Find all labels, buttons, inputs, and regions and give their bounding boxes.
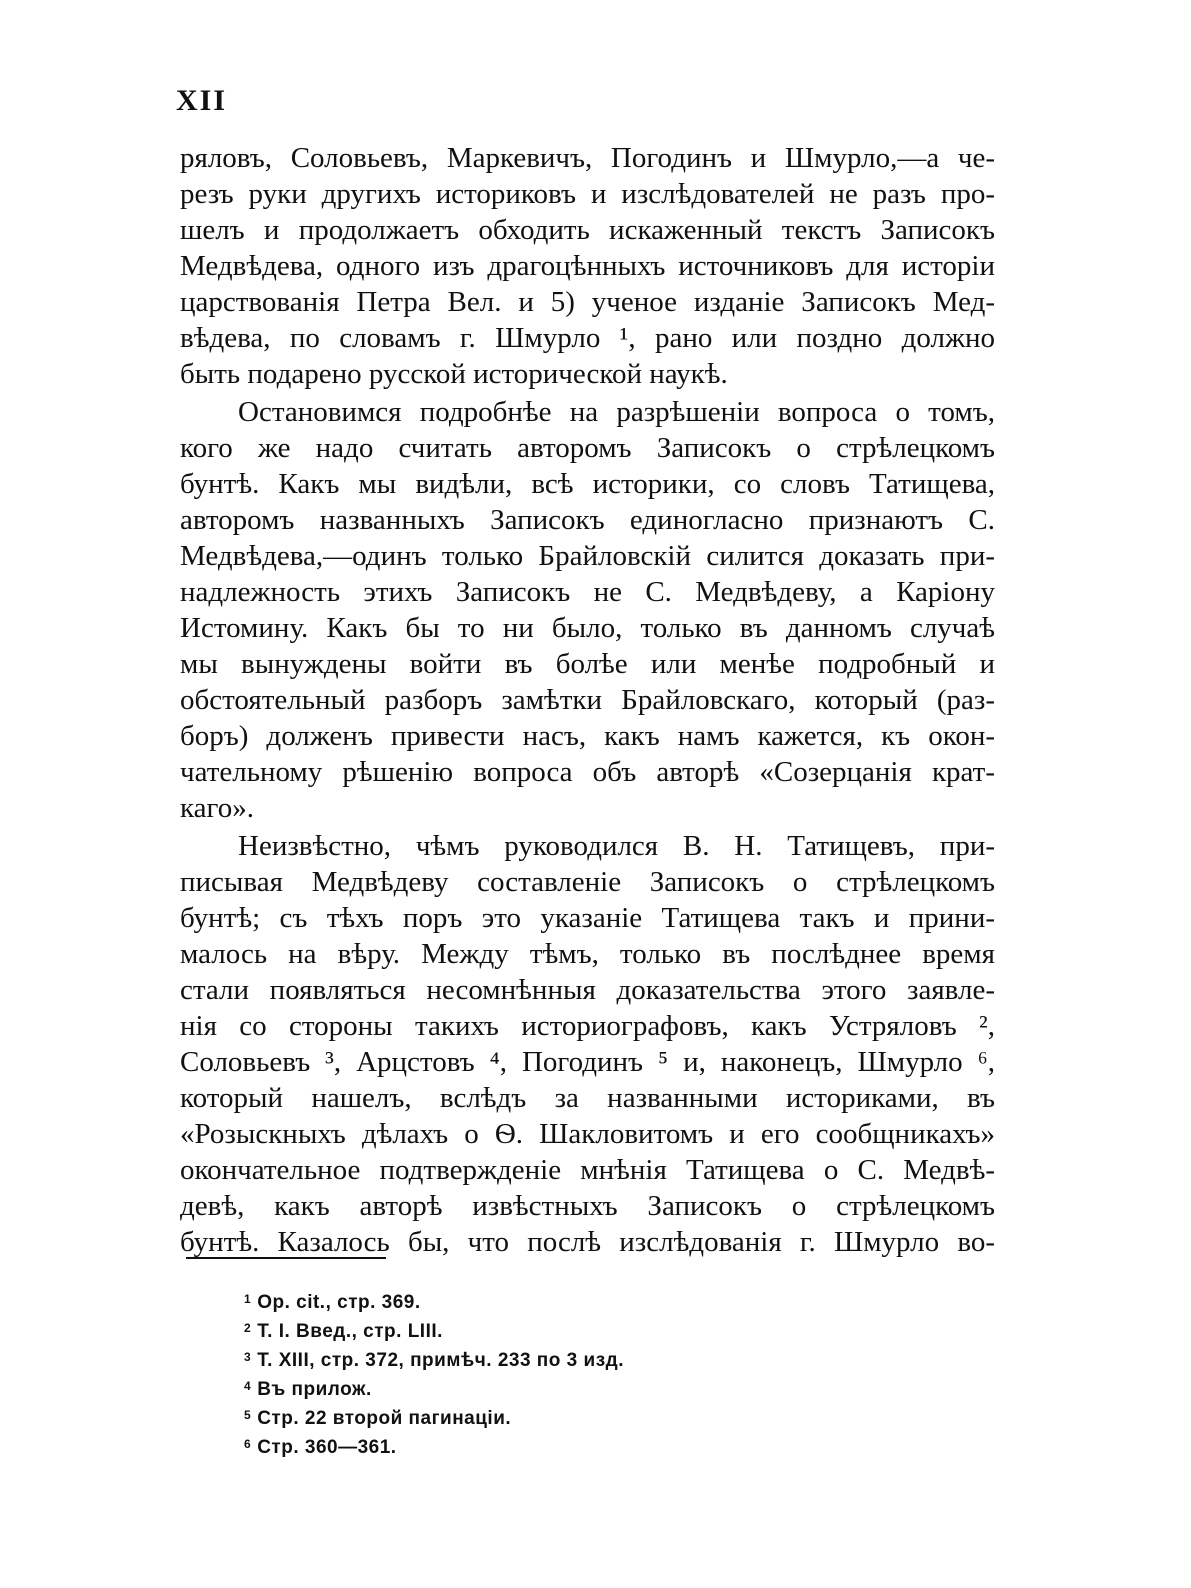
footnote — [244, 1373, 372, 1399]
text-line: быть подарено русской исторической наукѣ. — [180, 358, 728, 390]
footnote-text: Стр. 22 второй пагинаціи. — [257, 1408, 512, 1429]
footnote-divider — [186, 1257, 386, 1259]
text-line: авторомъ названныхъ Записокъ единогласно признаютъ С. — [180, 504, 995, 536]
footnote — [244, 1431, 397, 1457]
text-line: окончательное подтвержденіе мнѣнія Татищева о С. Медвѣ- — [180, 1154, 995, 1186]
text-line: который нашелъ, вслѣдъ за названными историками, въ — [180, 1082, 995, 1114]
footnote-text: Въ прилож. — [257, 1379, 372, 1400]
footnote-mark: 4 — [244, 1379, 252, 1393]
text-line: чательному рѣшенію вопроса объ авторѣ «Созерцанія крат- — [180, 756, 995, 788]
text-line: вѣдева, по словамъ г. Шмурло ¹, рано или поздно должно — [180, 322, 995, 354]
text-line: обстоятельный разборъ замѣтки Брайловскаго, который (раз- — [180, 684, 995, 716]
text-line: Истомину. Какъ бы то ни было, только въ данномъ случаѣ — [180, 612, 995, 644]
footnote — [244, 1315, 443, 1341]
text-line: каго». — [180, 792, 254, 824]
text-line: девѣ, какъ авторѣ извѣстныхъ Записокъ о стрѣлецкомъ — [180, 1190, 995, 1222]
text-line: шелъ и продолжаетъ обходить искаженный текстъ Записокъ — [180, 214, 995, 246]
text-line: Медвѣдева, одного изъ драгоцѣнныхъ источниковъ для исторіи — [180, 250, 995, 282]
text-line: резъ руки другихъ историковъ и изслѣдователей не разъ про- — [180, 178, 995, 210]
page-number: XII — [176, 84, 228, 117]
footnote — [244, 1402, 511, 1428]
text-line: царствованія Петра Вел. и 5) ученое изданіе Записокъ Мед- — [180, 286, 995, 318]
text-line: кого же надо считать авторомъ Записокъ о стрѣлецкомъ — [180, 432, 995, 464]
text-line: стали появляться несомнѣнныя доказательства этого заявле- — [180, 974, 995, 1006]
text-line: бунтѣ. Казалось бы, что послѣ изслѣдованія г. Шмурло во- — [180, 1226, 995, 1258]
text-line: Остановимся подробнѣе на разрѣшеніи вопроса о томъ, — [238, 396, 995, 428]
footnote-text: Op. cit., стр. 369. — [257, 1292, 421, 1313]
text-line: «Розыскныхъ дѣлахъ о Ѳ. Шакловитомъ и его сообщникахъ» — [180, 1118, 995, 1150]
footnote-text: Т. I. Введ., стр. LIII. — [257, 1321, 443, 1342]
footnote — [244, 1286, 421, 1312]
footnote-mark: 1 — [244, 1292, 252, 1306]
footnote-text: Т. XIII, стр. 372, примѣч. 233 по 3 изд. — [257, 1350, 624, 1371]
text-line: бунтѣ; съ тѣхъ поръ это указаніе Татищева такъ и прини- — [180, 902, 995, 934]
footnote-mark: 3 — [244, 1350, 252, 1364]
text-line: бунтѣ. Какъ мы видѣли, всѣ историки, со словъ Татищева, — [180, 468, 995, 500]
footnote — [244, 1344, 624, 1370]
text-line: малось на вѣру. Между тѣмъ, только въ послѣднее время — [180, 938, 995, 970]
text-line: писывая Медвѣдеву составленіе Записокъ о стрѣлецкомъ — [180, 866, 995, 898]
text-line: Медвѣдева,—одинъ только Брайловскій силится доказать при- — [180, 540, 995, 572]
text-line: мы вынуждены войти въ болѣе или менѣе подробный и — [180, 648, 995, 680]
text-line: Соловьевъ ³, Арцстовъ ⁴, Погодинъ ⁵ и, наконецъ, Шмурло ⁶, — [180, 1046, 995, 1078]
text-line: надлежность этихъ Записокъ не С. Медвѣдеву, а Каріону — [180, 576, 995, 608]
text-line: ряловъ, Соловьевъ, Маркевичъ, Погодинъ и Шмурло,—а че- — [180, 142, 995, 174]
footnote-mark: 6 — [244, 1437, 252, 1451]
text-line: нія со стороны такихъ историографовъ, какъ Устряловъ ², — [180, 1010, 995, 1042]
footnote-mark: 2 — [244, 1321, 252, 1335]
text-line: боръ) долженъ привести насъ, какъ намъ кажется, къ окон- — [180, 720, 995, 752]
footnote-mark: 5 — [244, 1408, 252, 1422]
footnote-text: Стр. 360—361. — [257, 1437, 397, 1458]
text-line: Неизвѣстно, чѣмъ руководился В. Н. Татищевъ, при- — [238, 830, 995, 862]
